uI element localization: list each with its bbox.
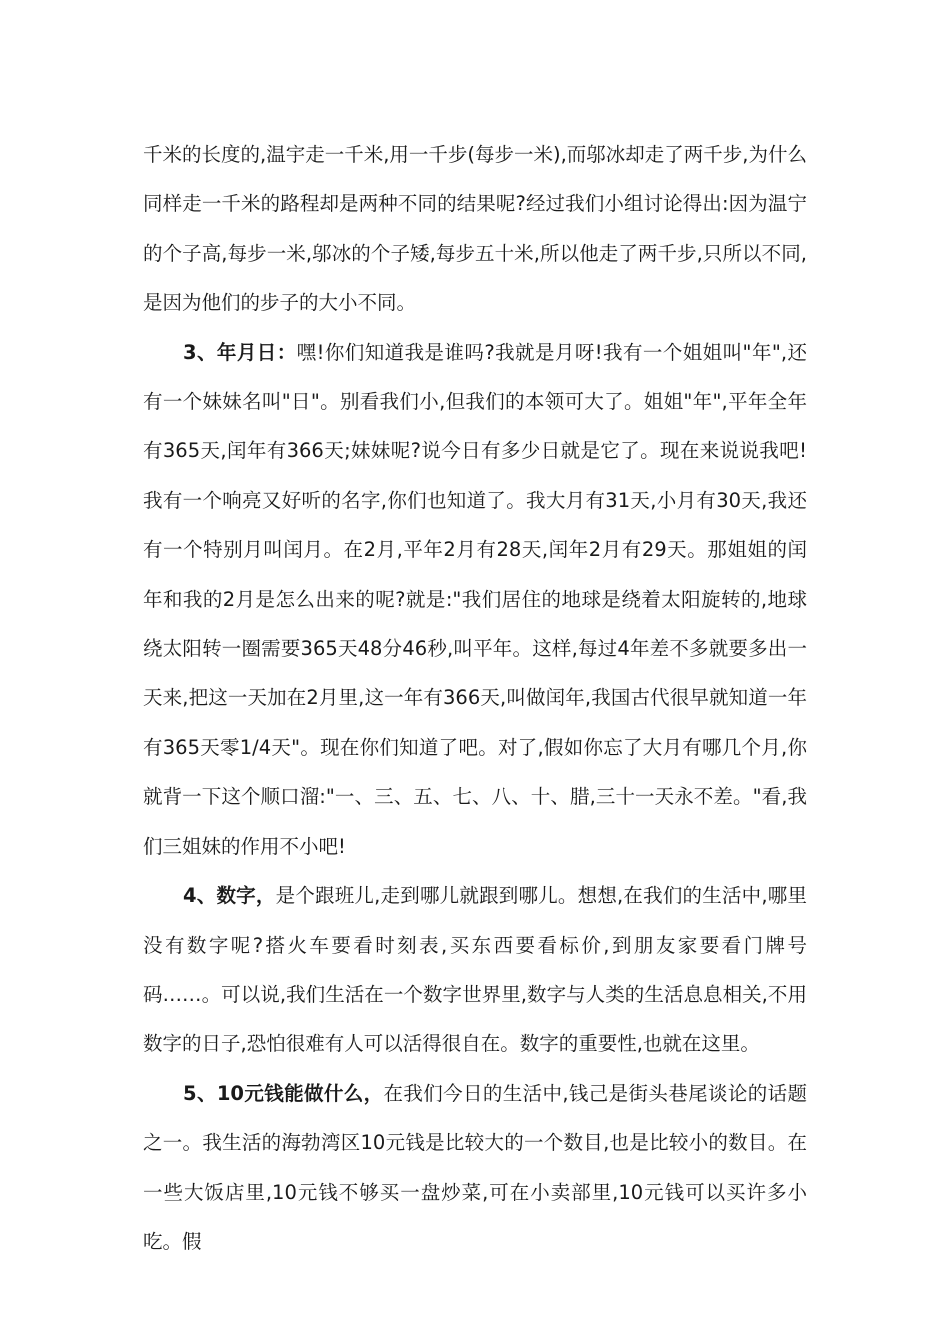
paragraph-4 (143, 1069, 807, 1267)
paragraph-3-heading: 4、数字， (183, 884, 276, 908)
paragraph-4-text: 在我们今日的生活中,钱己是街头巷尾谈论的话题之一。我生活的海勃湾区10元钱是比较大的一个数目,也是比较小的数目。在一些大饭店里,10元钱不够买一盘炒菜,可在小卖部里,10元钱可以买许多小吃。假 (143, 1081, 807, 1253)
document-body (143, 130, 807, 1266)
paragraph-3 (143, 871, 807, 1069)
paragraph-4-heading: 5、10元钱能做什么， (183, 1081, 384, 1105)
paragraph-2-text: 嘿!你们知道我是谁吗?我就是月呀!我有一个姐姐叫"年",还有一个妹妹名叫"日"。别看我们小,但我们的本领可大了。姐姐"年",平年全年有365天,闰年有366天;妹妹呢?说今日有多少日就是它了。现在来说说我吧!我有一个响亮又好听的名字,你们也知道了。我大月有31天,小月有30天,我还有一个特别月叫闰月。在2月,平年2月有28天,闰年2月有29天。那姐姐的闰年和我的2月是怎么出来的呢?就是:"我们居住的地球是绕着太阳旋转的,地球绕太阳转一圈需要365天48分46秒,叫平年。这样,每过4年差不多就要多出一天来,把这一天加在2月里,这一年有366天,叫做闰年,我国古代很早就知道一年有365天零1/4天"。现在你们知道了吧。对了,假如你忘了大月有哪几个月,你就背一下这个顺口溜:"一、三、五、七、八、十、腊,三十一天永不差。"看,我们三姐妹的作用不小吧! (143, 340, 807, 858)
paragraph-3-text: 是个跟班儿,走到哪儿就跟到哪儿。想想,在我们的生活中,哪里没有数字呢?搭火车要看时刻表,买东西要看标价,到朋友家要看门牌号码……。可以说,我们生活在一个数字世界里,数字与人类的生活息息相关,不用数字的日子,恐怕很难有人可以活得很自在。数字的重要性,也就在这里。 (143, 884, 807, 1056)
paragraph-2-heading: 3、年月日： (183, 340, 297, 364)
paragraph-1-text: 千米的长度的,温宇走一千米,用一千步(每步一米),而邬冰却走了两千步,为什么同样走一千米的路程却是两种不同的结果呢?经过我们小组讨论得出:因为温宁的个子高,每步一米,邬冰的个子矮,每步五十米,所以他走了两千步,只所以不同,是因为他们的步子的大小不同。 (143, 143, 808, 315)
paragraph-2 (143, 328, 807, 871)
paragraph-1 (143, 130, 807, 328)
